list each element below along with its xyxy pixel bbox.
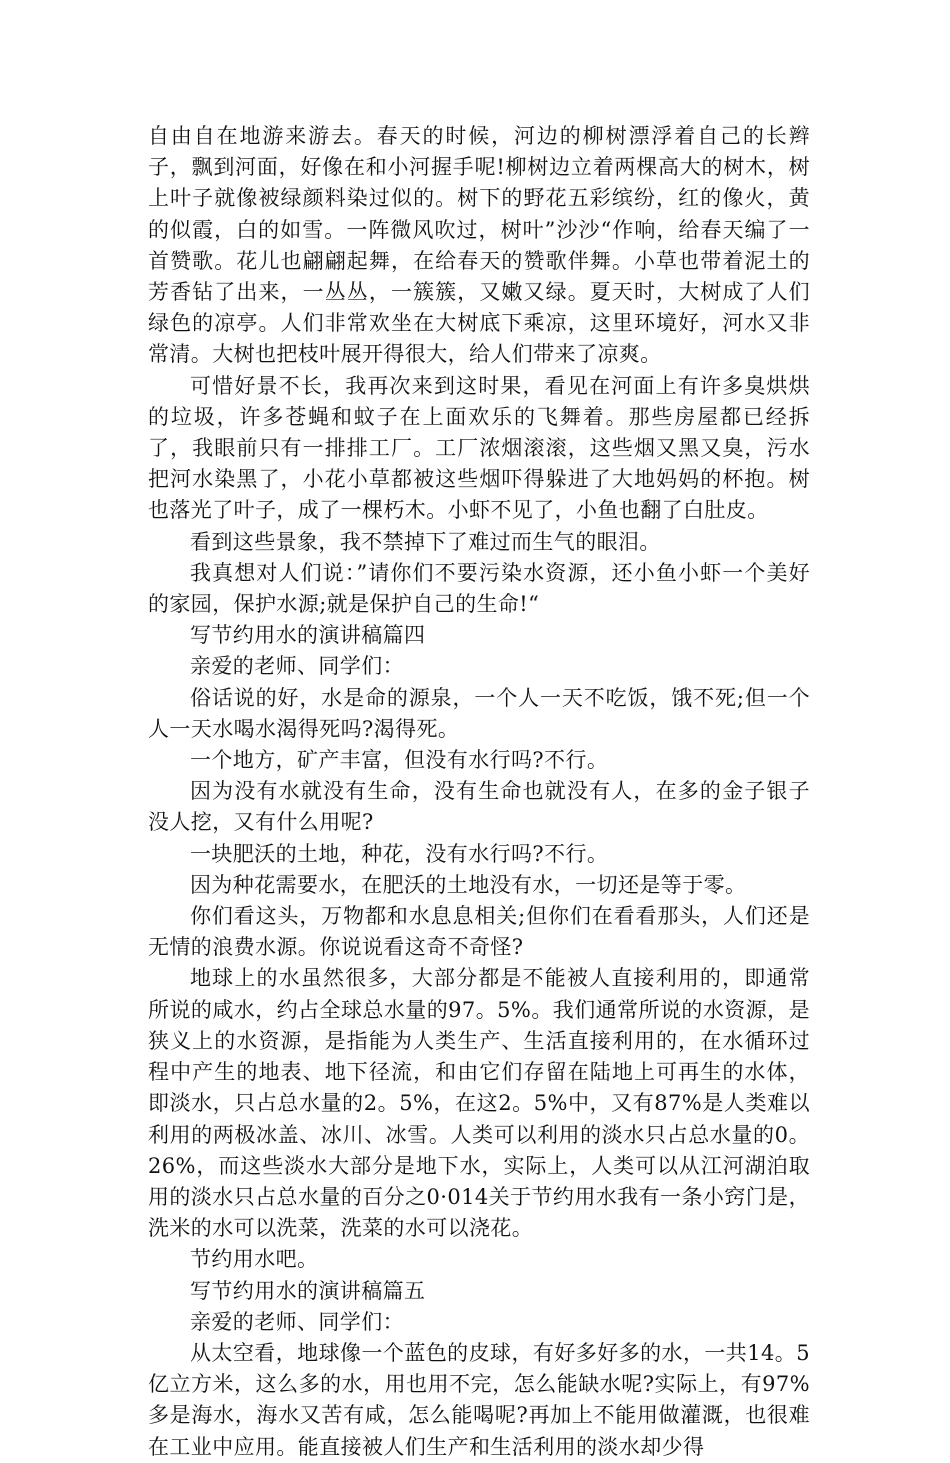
paragraph-8: 一块肥沃的土地，种花，没有水行吗?不行。 xyxy=(190,841,609,866)
document-page xyxy=(148,121,810,1463)
paragraph-9: 因为种花需要水，在肥沃的土地没有水，一切还是等于零。 xyxy=(190,872,747,897)
salutation-1: 亲爱的老师、同学们： xyxy=(190,654,404,679)
paragraph-3: 看到这些景象，我不禁掉下了难过而生气的眼泪。 xyxy=(190,529,661,554)
paragraph-10: 你们看这头，万物都和水息息相关;但你们在看看那头，人们还是无情的浪费水源。你说说看这奇不奇怪? xyxy=(148,904,810,960)
paragraph-5: 俗话说的好，水是命的源泉，一个人一天不吃饭，饿不死;但一个人一天水喝水渴得死吗?渴得死。 xyxy=(148,685,810,741)
section-heading-4: 写节约用水的演讲稿篇四 xyxy=(190,623,426,648)
paragraph-13: 从太空看，地球像一个蓝色的皮球，有好多好多的水，一共14。5亿立方米，这么多的水，用也用不完，怎么能缺水呢?实际上，有97%多是海水，海水又苦有咸，怎么能喝呢?再加上不能用做灌溉，也很难在工业中应用。能直接被人们生产和生活利用的淡水却少得 xyxy=(148,1340,810,1459)
paragraph-4: 我真想对人们说：”请你们不要污染水资源，还小鱼小虾一个美好的家园，保护水源;就是保护自己的生命!“ xyxy=(148,560,810,617)
paragraph-7: 因为没有水就没有生命，没有生命也就没有人，在多的金子银子没人挖，又有什么用呢? xyxy=(148,779,810,835)
paragraph-12: 节约用水吧。 xyxy=(190,1247,319,1272)
paragraph-2: 可惜好景不长，我再次来到这时果，看见在河面上有许多臭烘烘的垃圾，许多苍蝇和蚊子在上面欢乐的飞舞着。那些房屋都已经拆了，我眼前只有一排排工厂。工厂浓烟滚滚，这些烟又黑又臭，污水把河水染黑了，小花小草都被这些烟吓得躲进了大地妈妈的杯抱。树也落光了叶子，成了一棵朽木。小虾不见了，小鱼也翻了白肚皮。 xyxy=(148,373,810,523)
paragraph-6: 一个地方，矿产丰富，但没有水行吗?不行。 xyxy=(190,748,609,773)
paragraph-1: 自由自在地游来游去。春天的时候，河边的柳树漂浮着自己的长辫子，飘到河面，好像在和小河握手呢!柳树边立着两棵高大的树木，树上叶子就像被绿颜料染过似的。树下的野花五彩缤纷，红的像火，黄的似霞，白的如雪。一阵微风吹过，树叶”沙沙“作响，给春天编了一首赞歌。花儿也翩翩起舞，在给春天的赞歌伴舞。小草也带着泥土的芳香钻了出来，一丛丛，一簇簇，又嫩又绿。夏天时，大树成了人们绿色的凉亭。人们非常欢坐在大树底下乘凉，这里环境好，河水又非常清。大树也把枝叶展开得很大，给人们带来了凉爽。 xyxy=(148,124,810,367)
salutation-2: 亲爱的老师、同学们： xyxy=(190,1309,404,1334)
paragraph-11: 地球上的水虽然很多，大部分都是不能被人直接利用的，即通常所说的咸水，约占全球总水量的97。5%。我们通常所说的水资源，是狭义上的水资源，是指能为人类生产、生活直接利用的，在水循环过程中产生的地表、地下径流，和由它们存留在陆地上可再生的水体，即淡水，只占总水量的2。5%，在这2。5%中，又有87%是人类难以利用的两极冰盖、冰川、冰雪。人类可以利用的淡水只占总水量的0。26%，而这些淡水大部分是地下水，实际上，人类可以从江河湖泊取用的淡水只占总水量的百分之0·014关于节约用水我有一条小窍门是，洗米的水可以洗菜，洗菜的水可以浇花。 xyxy=(148,966,810,1241)
section-heading-5: 写节约用水的演讲稿篇五 xyxy=(190,1278,426,1303)
